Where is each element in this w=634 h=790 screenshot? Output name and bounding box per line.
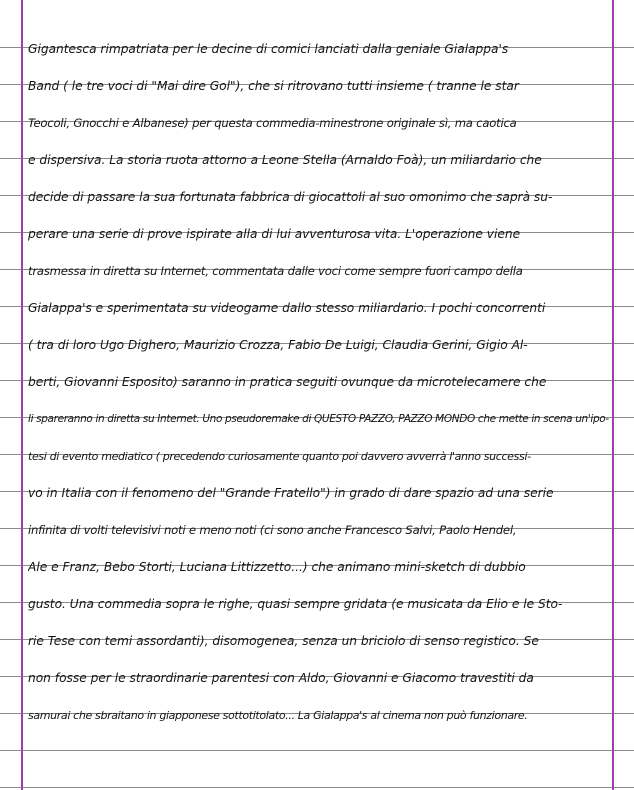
text-line: berti, Giovanni Esposito) saranno in pratica seguiti ovunque da microtelecamere che <box>28 375 547 389</box>
text-line: tesi di evento mediatico ( precedendo curiosamente quanto poi davvero avverrà l'anno successi- <box>28 450 531 463</box>
text-line: ( tra di loro Ugo Dighero, Maurizio Crozza, Fabio De Luigi, Claudia Gerini, Gigio Al- <box>28 338 528 352</box>
right-margin-line <box>612 0 614 790</box>
text-line: samurai che sbraitano in giapponese sottotitolato... La Gialappa's al cinema non può funzionare. <box>28 709 528 722</box>
text-line: Ale e Franz, Bebo Storti, Luciana Littizzetto...) che animano mini-sketch di dubbio <box>28 560 526 574</box>
text-line: Gialappa's e sperimentata su videogame dallo stesso miliardario. I pochi concorrenti <box>28 301 546 315</box>
text-line: Gigantesca rimpatriata per le decine di comici lanciati dalla geniale Gialappa's <box>28 42 509 56</box>
text-line: e dispersiva. La storia ruota attorno a Leone Stella (Arnaldo Foà), un miliardario che <box>28 153 542 167</box>
text-line: perare una serie di prove ispirate alla di lui avventurosa vita. L'operazione viene <box>28 227 521 241</box>
text-line: infinita di volti televisivi noti e meno noti (ci sono anche Francesco Salvi, Paolo Hendel, <box>28 523 517 537</box>
left-margin-line <box>21 0 23 790</box>
text-line: trasmessa in diretta su Internet, commentata dalle voci come sempre fuori campo della <box>28 264 523 278</box>
text-line: Band ( le tre voci di "Mai dire Gol"), che si ritrovano tutti insieme ( tranne le star <box>28 79 519 93</box>
handwritten-text-block <box>28 31 612 734</box>
text-line: decide di passare la sua fortunata fabbrica di giocattoli al suo omonimo che saprà su- <box>28 190 553 204</box>
text-line: rie Tese con temi assordanti), disomogenea, senza un briciolo di senso registico. Se <box>28 634 539 648</box>
text-line: non fosse per le straordinarie parentesi con Aldo, Giovanni e Giacomo travestiti da <box>28 671 534 685</box>
text-line: vo in Italia con il fenomeno del "Grande Fratello") in grado di dare spazio ad una serie <box>28 486 554 500</box>
text-line: li spareranno in diretta su Internet. Uno pseudoremake di QUESTO PAZZO, PAZZO MONDO che mette in scena un'ipo- <box>28 413 609 425</box>
text-line: gusto. Una commedia sopra le righe, quasi sempre gridata (e musicata da Elio e le Sto- <box>28 597 563 611</box>
text-line: Teocoli, Gnocchi e Albanese) per questa commedia-minestrone originale sì, ma caotica <box>28 116 517 130</box>
